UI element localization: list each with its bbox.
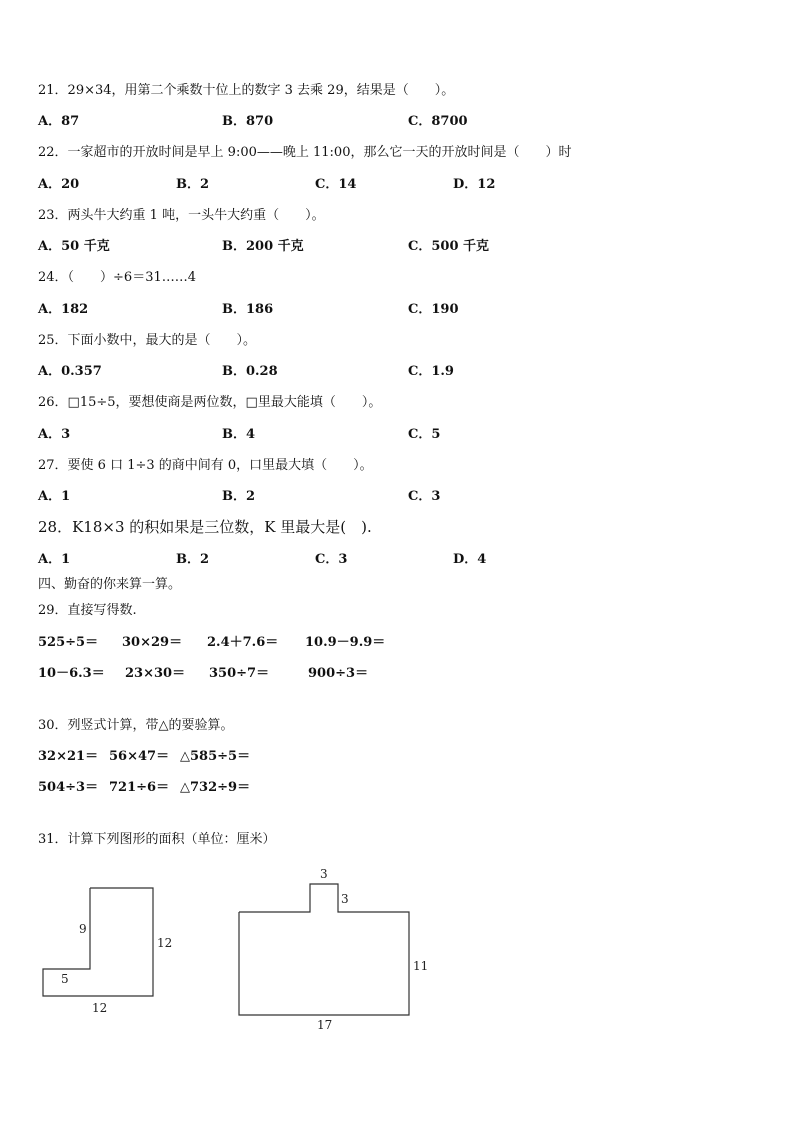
q30-expr: 504÷3＝ xyxy=(38,780,99,795)
q29-expr: 900÷3＝ xyxy=(308,666,369,681)
q28-option-d: D．4 xyxy=(453,552,487,567)
q30-expr: △732÷9＝ xyxy=(180,780,251,795)
question-29-stem: 29．直接写得数. xyxy=(38,603,137,618)
question-31-stem: 31．计算下列图形的面积（单位：厘米） xyxy=(38,832,276,847)
question-24-stem: 24．（ ）÷6＝31……4 xyxy=(38,270,197,285)
q30-expr: △585÷5＝ xyxy=(180,749,251,764)
q23-option-b: B．200 千克 xyxy=(222,239,304,254)
q22-option-c: C．14 xyxy=(315,177,357,192)
fig1-label-12-right: 12 xyxy=(157,936,173,950)
section-heading-4: 四、勤奋的你来算一算。 xyxy=(38,577,182,592)
q27-option-c: C．3 xyxy=(408,489,441,504)
question-27-stem: 27．要使 6 口 1÷3 的商中间有 0，口里最大填（ ）。 xyxy=(38,458,373,473)
question-22-stem: 22．一家超市的开放时间是早上 9:00——晚上 11:00，那么它一天的开放时间是（ ）时 xyxy=(38,145,572,160)
q23-option-a: A．50 千克 xyxy=(38,239,110,254)
q28-option-c: C．3 xyxy=(315,552,348,567)
question-23-stem: 23．两头牛大约重 1 吨，一头牛大约重（ ）。 xyxy=(38,208,325,223)
q29-expr: 23×30＝ xyxy=(125,666,186,681)
fig2-label-top-3: 3 xyxy=(320,867,328,881)
q30-expr: 56×47＝ xyxy=(109,749,170,764)
q22-option-a: A．20 xyxy=(38,177,80,192)
question-28-stem: 28．K18×3 的积如果是三位数，K 里最大是( ). xyxy=(38,518,372,536)
q26-option-b: B．4 xyxy=(222,427,256,442)
q25-option-b: B．0.28 xyxy=(222,364,278,379)
question-25-stem: 25．下面小数中，最大的是（ ）。 xyxy=(38,333,257,348)
q26-option-a: A．3 xyxy=(38,427,71,442)
q21-option-c: C．8700 xyxy=(408,114,468,129)
q29-expr: 30×29＝ xyxy=(122,635,183,650)
q30-expr: 721÷6＝ xyxy=(109,780,170,795)
q24-option-c: C．190 xyxy=(408,302,459,317)
question-30-stem: 30．列竖式计算，带△的要验算。 xyxy=(38,718,234,733)
fig1-label-5: 5 xyxy=(61,972,69,986)
q29-expr: 10.9－9.9＝ xyxy=(305,635,386,650)
q24-option-a: A．182 xyxy=(38,302,89,317)
q21-option-a: A．87 xyxy=(38,114,80,129)
fig2-label-side-3: 3 xyxy=(341,892,349,906)
fig2-label-17: 17 xyxy=(317,1018,333,1032)
q28-option-b: B．2 xyxy=(176,552,210,567)
q25-option-c: C．1.9 xyxy=(408,364,454,379)
q29-expr: 525÷5＝ xyxy=(38,635,99,650)
q29-expr: 10－6.3＝ xyxy=(38,666,105,681)
q23-option-c: C．500 千克 xyxy=(408,239,490,254)
question-21-stem: 21．29×34，用第二个乘数十位上的数字 3 去乘 29，结果是（ ）。 xyxy=(38,83,455,98)
fig1-label-9: 9 xyxy=(79,922,87,936)
question-26-stem: 26．□15÷5，要想使商是两位数，□里最大能填（ ）。 xyxy=(38,395,382,410)
q27-option-a: A．1 xyxy=(38,489,71,504)
q22-option-d: D．12 xyxy=(453,177,496,192)
q27-option-b: B．2 xyxy=(222,489,256,504)
q29-expr: 2.4＋7.6＝ xyxy=(207,635,279,650)
fig2-label-11: 11 xyxy=(413,959,429,973)
q29-expr: 350÷7＝ xyxy=(209,666,270,681)
q25-option-a: A．0.357 xyxy=(38,364,102,379)
q22-option-b: B．2 xyxy=(176,177,210,192)
q26-option-c: C．5 xyxy=(408,427,441,442)
q30-expr: 32×21＝ xyxy=(38,749,99,764)
q21-option-b: B．870 xyxy=(222,114,274,129)
q24-option-b: B．186 xyxy=(222,302,274,317)
q28-option-a: A．1 xyxy=(38,552,71,567)
fig1-label-12-bottom: 12 xyxy=(92,1001,108,1015)
